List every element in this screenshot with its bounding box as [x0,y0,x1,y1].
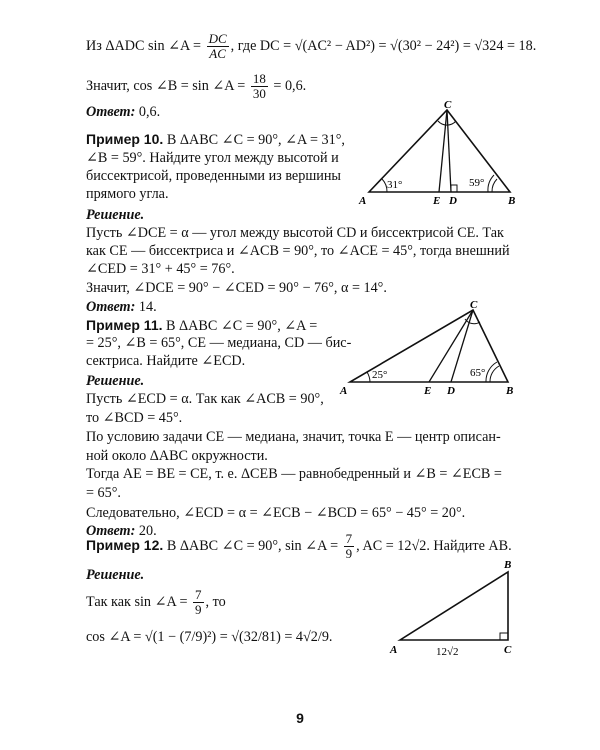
example-11-solution-7: Следовательно, ∠ECD = α = ∠ECB − ∠BCD = 65° − 45° = 20°. [86,505,466,521]
fig11-angle-a: 25° [372,369,388,381]
example-11-figure [338,300,523,400]
example-11-solution-4: ной около ΔABC окружности. [86,448,268,464]
fig11-label-a: A [340,385,348,397]
ex12-fraction-7-9: $\frac{7}{9}$ [345,531,353,561]
example-10-solution-label: Решение. [86,207,145,223]
example-10-solution-4: Значит, ∠DCE = 90° − ∠CED = 90° − 76°, α = 14°. [86,280,387,296]
example-10-answer: Ответ: 14. [86,299,157,315]
fig10-angle-a: 31° [387,179,403,191]
example-11-solution-5: Тогда AE = BE = CE, т. е. ΔCEB — равнобедренный и ∠B = ∠ECB = [86,466,502,482]
example-10-figure [355,100,525,210]
fig11-label-b: B [506,385,514,397]
example-11-line-2: = 25°, ∠B = 65°, CE — медиана, CD — бис- [86,335,352,351]
example-10-line-4: прямого угла. [86,186,169,202]
example-12-solution-1: Так как sin ∠A = $\frac{7}{9}$ , то [86,587,226,617]
page-number: 9 [296,710,304,726]
example-10-title: Пример 10. [86,131,164,147]
example-11-title: Пример 11. [86,317,163,333]
fig10-label-b: B [508,195,516,207]
example-11-line-3: сектриса. Найдите ∠ECD. [86,353,246,369]
fig12-label-a: A [390,644,398,656]
example-10-line-1: Пример 10. В ΔABC ∠C = 90°, ∠A = 31°, [86,131,345,148]
top-line-1-start: Из ΔADC sin ∠A = [86,37,202,54]
fig11-label-d: D [447,385,455,397]
example-10-line-3: биссектрисой, проведенными из вершины [86,168,341,184]
fig10-label-d: D [449,195,457,207]
example-11-solution-3: По условию задачи CE — медиана, значит, точка E — центр описан- [86,429,501,445]
example-10-solution-3: ∠CED = 31° + 45° = 76°. [86,261,235,277]
example-11-solution-6: = 65°. [86,485,121,501]
example-11-solution-2: то ∠BCD = 45°. [86,410,183,426]
fig12-label-c: C [504,644,512,656]
example-10-solution-1: Пусть ∠DCE = α — угол между высотой CD и биссектрисой CE. Так [86,225,504,241]
example-11-solution-label: Решение. [86,373,145,389]
top-answer: Ответ: 0,6. [86,104,161,120]
top-line-1-end: , где DC = √(AC² − AD²) = √(30² − 24²) = √324 = 18. [230,37,537,54]
example-11-solution-1: Пусть ∠ECD = α. Так как ∠ACB = 90°, [86,391,324,407]
example-10-solution-2: как CE — биссектриса и ∠ACB = 90°, то ∠ACE = 45°, тогда внешний [86,243,510,259]
top-line-1 [86,32,536,61]
example-12-line-1: Пример 12. В ΔABC ∠C = 90°, sin ∠A = $\frac{7}{9}$ , AC = 12√2. Найдите AB. [86,531,512,561]
top-fraction-dc-ac: $\frac{DC}{AC}$ [208,31,227,61]
fig12-label-b: B [504,559,512,571]
fig11-label-c: C [470,300,478,311]
fig12-side-ac: 12√2 [436,646,459,658]
example-12-title: Пример 12. [86,536,164,553]
ex12-solution-fraction-7-9: $\frac{7}{9}$ [195,587,202,617]
example-10-line-2: ∠B = 59°. Найдите угол между высотой и [86,150,339,166]
top-fraction-18-30: $\frac{18}{30}$ [252,71,266,101]
example-12-solution-2: cos ∠A = √(1 − (7/9)²) = √(32/81) = 4√2/9. [86,629,333,645]
example-11-line-1: Пример 11. В ΔABC ∠C = 90°, ∠A = [86,317,318,334]
example-11-answer: Ответ: 20. [86,523,157,539]
fig11-label-e: E [424,385,432,397]
fig10-label-a: A [359,195,367,207]
fig11-angle-b: 65° [470,367,486,379]
fig10-label-e: E [433,195,441,207]
example-12-solution-label: Решение. [86,567,145,583]
top-line-2: Значит, cos ∠B = sin ∠A = $\frac{18}{30}$ = 0,6. [86,71,307,101]
fig10-angle-b: 59° [469,177,485,189]
example-12-figure [388,558,523,663]
fig10-label-c: C [444,100,452,111]
